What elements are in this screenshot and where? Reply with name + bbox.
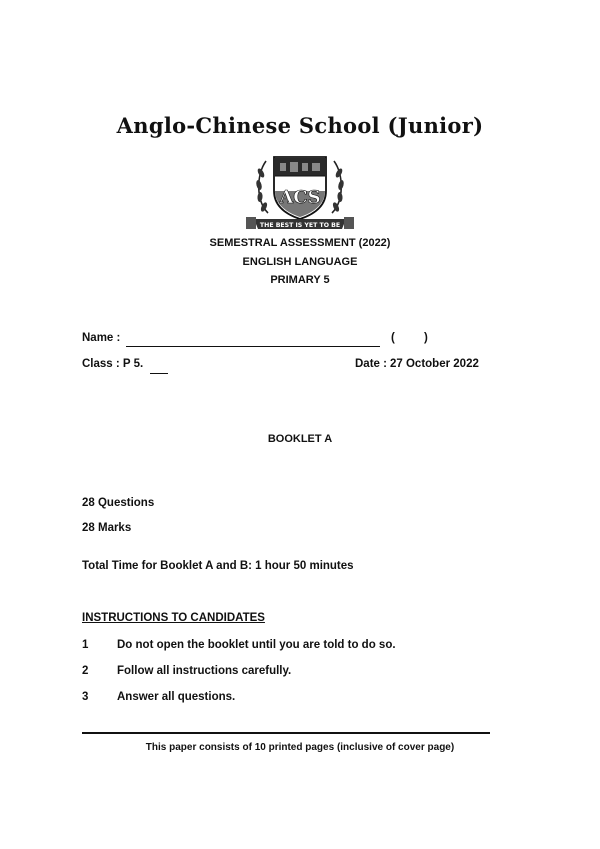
mark-count: 28 Marks <box>82 522 132 534</box>
assessment-title: SEMESTRAL ASSESSMENT (2022) <box>209 237 391 249</box>
date-value: 27 October 2022 <box>390 358 479 370</box>
index-close-bracket: ) <box>424 332 428 344</box>
instruction-number: 3 <box>82 691 89 703</box>
instruction-text: Do not open the booklet until you are told to do so. <box>117 639 396 651</box>
level-title: PRIMARY 5 <box>270 274 330 286</box>
instruction-text: Answer all questions. <box>117 691 236 703</box>
school-crest-logo <box>244 153 356 233</box>
date-label: Date : <box>355 358 387 370</box>
total-time: Total Time for Booklet A and B: 1 hour 50 minutes <box>82 560 354 572</box>
subject-title: ENGLISH LANGUAGE <box>242 256 358 268</box>
booklet-title: BOOKLET A <box>267 433 333 445</box>
class-label: Class : P 5. <box>82 358 144 370</box>
instruction-number: 1 <box>82 639 89 651</box>
footer-divider <box>82 732 490 734</box>
question-count: 28 Questions <box>82 497 155 509</box>
index-open-bracket: ( <box>391 332 395 344</box>
school-name: Anglo-Chinese School (Junior) <box>116 113 484 138</box>
instruction-text: Follow all instructions carefully. <box>117 665 292 677</box>
instruction-number: 2 <box>82 665 89 677</box>
class-field[interactable] <box>150 373 168 374</box>
name-label: Name : <box>82 332 121 344</box>
crest-monogram: ACS <box>279 187 321 208</box>
instructions-title: INSTRUCTIONS TO CANDIDATES <box>82 612 265 624</box>
name-field[interactable] <box>126 346 380 347</box>
crest-motto: THE BEST IS YET TO BE <box>259 222 341 229</box>
page-count-note: This paper consists of 10 printed pages (inclusive of cover page) <box>145 742 455 753</box>
